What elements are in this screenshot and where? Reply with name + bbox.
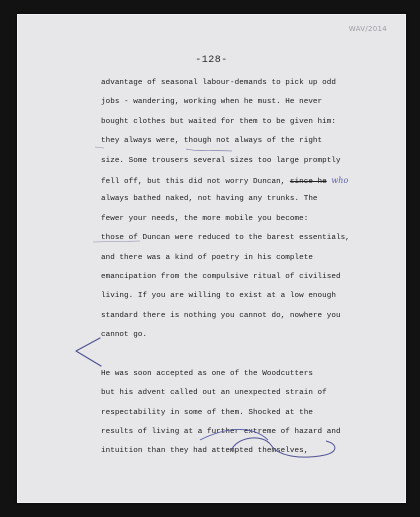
- typed-line: [101, 389, 327, 397]
- typed-line: [101, 370, 313, 378]
- typed-line: [101, 409, 313, 417]
- typed-text: intuition than they had attempted themselves,: [101, 447, 309, 456]
- typed-text: He was soon accepted as one of the Woodcutters: [101, 370, 313, 378]
- typed-text: those of Duncan were reduced to the barest essentials,: [101, 234, 350, 243]
- handwritten-correction: who: [331, 176, 349, 185]
- typed-text: living. If you are willing to exist at a low enough: [101, 292, 336, 301]
- archive-reference: WAV/2014: [348, 25, 387, 33]
- typed-text: always bathed naked, not having any trunks. The: [101, 195, 318, 204]
- typed-text: respectability in some of them. Shocked at the: [101, 408, 313, 417]
- typed-line: [101, 79, 336, 87]
- typed-text: jobs - wandering, working when he must. He never: [101, 98, 323, 107]
- typed-text: standard there is nothing you cannot do, nowhere you: [101, 311, 341, 320]
- typed-text: cannot go.: [101, 331, 148, 340]
- typed-line: [101, 234, 350, 242]
- typed-line: [101, 273, 341, 281]
- typed-text: size. Some trousers several sizes too large promptly: [101, 156, 341, 165]
- typed-text: bought clothes but waited for them to be given him:: [101, 117, 336, 126]
- typed-line: [101, 331, 147, 339]
- typed-text: fewer your needs, the more mobile you become:: [101, 214, 309, 223]
- typed-line: [101, 118, 336, 126]
- typed-text: and there was a kind of poetry in his complete: [101, 253, 313, 262]
- typed-text: emancipation from the compulsive ritual of civilised: [101, 273, 341, 281]
- typed-line: [101, 176, 348, 186]
- typed-line: [101, 428, 341, 436]
- typed-line: [101, 447, 308, 455]
- typed-line: [101, 137, 322, 145]
- typed-line: [101, 215, 308, 223]
- typed-text: fell off, but this did not worry Duncan,: [101, 178, 286, 186]
- typed-text: but his advent called out an unexpected strain of: [101, 389, 327, 398]
- typed-text: they always were, though not always of the right: [101, 137, 323, 146]
- typed-line: [101, 292, 336, 300]
- struck-text: since he: [289, 178, 327, 186]
- typed-line: [101, 195, 318, 203]
- page-number: -128-: [195, 55, 228, 66]
- typed-text: results of living at a further extreme of hazard and: [101, 427, 341, 436]
- typed-text: advantage of seasonal labour-demands to pick up odd: [101, 79, 336, 87]
- typed-line: [101, 254, 313, 262]
- typed-line: [101, 98, 322, 106]
- typed-line: [101, 312, 341, 320]
- typed-line: [101, 157, 341, 165]
